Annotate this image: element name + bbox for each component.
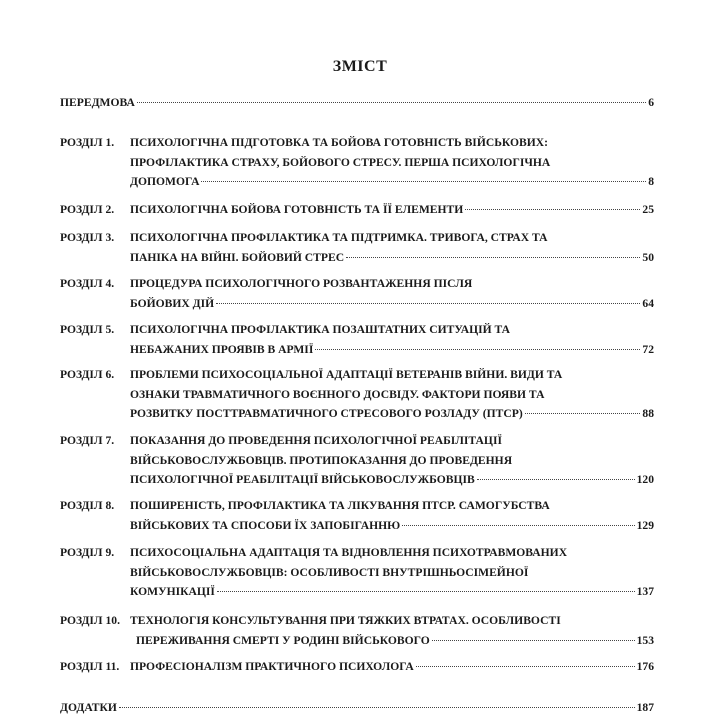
toc-entry[interactable] xyxy=(60,496,654,535)
dot-leader xyxy=(137,102,646,103)
dot-leader xyxy=(346,257,640,258)
chapter-label: РОЗДІЛ 7. xyxy=(60,434,115,447)
dot-leader xyxy=(402,525,634,526)
page-number: 88 xyxy=(642,407,654,420)
chapter-label: РОЗДІЛ 2. xyxy=(60,203,115,216)
toc-entry[interactable] xyxy=(60,320,654,359)
dot-leader xyxy=(201,181,646,182)
page-number: 8 xyxy=(648,175,654,188)
page-number: 6 xyxy=(648,96,654,109)
page-number: 25 xyxy=(642,203,654,216)
chapter-label: РОЗДІЛ 8. xyxy=(60,499,115,512)
dot-leader xyxy=(315,349,640,350)
entry-title-line: ПОШИРЕНІСТЬ, ПРОФІЛАКТИКА ТА ЛІКУВАННЯ ПТСР. САМОГУБСТВА xyxy=(130,499,550,512)
entry-title-line: ПСИХОЛОГІЧНОЇ РЕАБІЛІТАЦІЇ ВІЙСЬКОВОСЛУЖБОВЦІВ xyxy=(130,473,475,486)
entry-title-line: ДОПОМОГА xyxy=(130,175,200,188)
entry-title-line: ПЕРЕДМОВА xyxy=(60,96,135,109)
toc-entry[interactable] xyxy=(60,274,654,313)
entry-title-line: ПРОЦЕДУРА ПСИХОЛОГІЧНОГО РОЗВАНТАЖЕННЯ ПІСЛЯ xyxy=(130,277,473,290)
entry-title-line: БОЙОВИХ ДІЙ xyxy=(130,296,215,310)
page-number: 153 xyxy=(636,633,654,647)
entry-title-line: ПРОБЛЕМИ ПСИХОСОЦІАЛЬНОЇ АДАПТАЦІЇ ВЕТЕРАНІВ ВІЙНИ. ВИДИ ТА xyxy=(130,368,563,381)
page-number: 72 xyxy=(642,342,654,356)
dot-leader xyxy=(477,479,635,480)
chapter-label: РОЗДІЛ 3. xyxy=(60,231,115,244)
chapter-label: РОЗДІЛ 4. xyxy=(60,277,115,290)
toc-entry[interactable] xyxy=(60,93,654,113)
entry-title-line: ПСИХОЛОГІЧНА ПРОФІЛАКТИКА ТА ПІДТРИМКА. ТРИВОГА, СТРАХ ТА xyxy=(130,231,548,244)
toc-entry[interactable] xyxy=(60,431,654,490)
page-number: 176 xyxy=(636,660,654,673)
entry-title-line: ПАНІКА НА ВІЙНІ. БОЙОВИЙ СТРЕС xyxy=(130,250,345,264)
chapter-label: РОЗДІЛ 11. xyxy=(60,660,120,673)
toc-title: ЗМІСТ xyxy=(332,58,388,75)
entry-title-line: ПСИХОЛОГІЧНА ПІДГОТОВКА ТА БОЙОВА ГОТОВНІСТЬ ВІЙСЬКОВИХ: xyxy=(130,136,548,149)
dot-leader xyxy=(416,666,635,667)
entry-title-line: ТЕХНОЛОГІЯ КОНСУЛЬТУВАННЯ ПРИ ТЯЖКИХ ВТРАТАХ. ОСОБЛИВОСТІ xyxy=(130,614,561,627)
entry-title-line: НЕБАЖАНИХ ПРОЯВІВ В АРМІЇ xyxy=(130,342,314,356)
entry-title-line: ВІЙСЬКОВОСЛУЖБОВЦІВ: ОСОБЛИВОСТІ ВНУТРІШНЬОСІМЕЙНОЇ xyxy=(130,565,529,579)
toc-entry[interactable] xyxy=(60,200,654,220)
page-number: 120 xyxy=(636,473,654,486)
dot-leader xyxy=(465,209,640,210)
entry-title-line: ПСИХОЛОГІЧНА БОЙОВА ГОТОВНІСТЬ ТА ЇЇ ЕЛЕМЕНТИ xyxy=(130,203,464,216)
toc-entry[interactable] xyxy=(60,365,654,424)
chapter-label: РОЗДІЛ 10. xyxy=(60,614,120,627)
entry-title-line: РОЗВИТКУ ПОСТТРАВМАТИЧНОГО СТРЕСОВОГО РОЗЛАДУ (ПТСР) xyxy=(130,407,523,420)
entry-title-line: ПОКАЗАННЯ ДО ПРОВЕДЕННЯ ПСИХОЛОГІЧНОЇ РЕАБІЛІТАЦІЇ xyxy=(130,434,502,447)
entry-title-line: ВІЙСЬКОВИХ ТА СПОСОБИ ЇХ ЗАПОБІГАННЮ xyxy=(130,518,401,532)
dot-leader xyxy=(217,591,635,592)
page-number: 129 xyxy=(636,518,654,532)
entry-title-line: ПЕРЕЖИВАННЯ СМЕРТІ У РОДИНІ ВІЙСЬКОВОГО xyxy=(136,633,430,647)
dot-leader xyxy=(525,413,641,414)
page-number: 50 xyxy=(642,250,654,264)
dot-leader xyxy=(216,303,640,304)
entry-title-line: ПРОФЕСІОНАЛІЗМ ПРАКТИЧНОГО ПСИХОЛОГА xyxy=(130,660,414,673)
entry-title-line: ПСИХОСОЦІАЛЬНА АДАПТАЦІЯ ТА ВІДНОВЛЕННЯ ПСИХОТРАВМОВАНИХ xyxy=(130,546,568,559)
entry-title-line: ОЗНАКИ ТРАВМАТИЧНОГО ВОЄННОГО ДОСВІДУ. ФАКТОРИ ПОЯВИ ТА xyxy=(130,387,545,401)
dot-leader xyxy=(119,707,635,708)
page-number: 64 xyxy=(642,296,654,310)
page-number: 137 xyxy=(636,585,654,598)
toc-entry[interactable] xyxy=(60,543,654,602)
chapter-label: РОЗДІЛ 1. xyxy=(60,136,115,149)
entry-title-line: ПСИХОЛОГІЧНА ПРОФІЛАКТИКА ПОЗАШТАТНИХ СИТУАЦІЙ ТА xyxy=(130,323,511,336)
page-number: 187 xyxy=(636,701,654,714)
chapter-label: РОЗДІЛ 5. xyxy=(60,323,115,336)
toc-entry[interactable] xyxy=(60,611,654,650)
dot-leader xyxy=(432,640,635,641)
entry-title-line: ПРОФІЛАКТИКА СТРАХУ, БОЙОВОГО СТРЕСУ. ПЕРША ПСИХОЛОГІЧНА xyxy=(130,155,551,169)
chapter-label: РОЗДІЛ 9. xyxy=(60,546,115,559)
entry-title-line: ДОДАТКИ xyxy=(60,701,117,714)
chapter-label: РОЗДІЛ 6. xyxy=(60,368,115,381)
toc-entry[interactable] xyxy=(60,133,654,192)
entry-title-line: КОМУНІКАЦІЇ xyxy=(130,585,215,598)
toc-entry[interactable] xyxy=(60,228,654,267)
toc-entry[interactable] xyxy=(60,657,654,677)
toc-entry[interactable] xyxy=(60,698,654,718)
entry-title-line: ВІЙСЬКОВОСЛУЖБОВЦІВ. ПРОТИПОКАЗАННЯ ДО ПРОВЕДЕННЯ xyxy=(130,453,513,467)
